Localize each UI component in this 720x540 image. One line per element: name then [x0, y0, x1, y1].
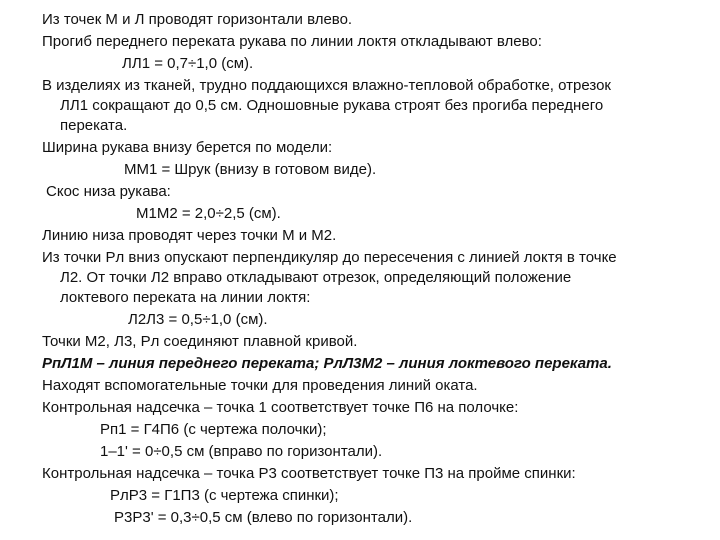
text-line: Находят вспомогательные точки для проведения линий оката.	[42, 377, 478, 394]
formula-line: РлР3 = Г1П3 (с чертежа спинки);	[110, 487, 339, 504]
formula-line: Л2Л3 = 0,5÷1,0 (см).	[128, 311, 268, 328]
text-line: Из точек М и Л проводят горизонтали влево.	[42, 11, 353, 28]
formula-line: ММ1 = Шрук (внизу в готовом виде).	[124, 161, 377, 178]
formula-line: ЛЛ1 = 0,7÷1,0 (см).	[122, 55, 254, 72]
text-line: В изделиях из тканей, трудно поддающихся влажно-тепловой обработке, отрезок	[42, 77, 611, 94]
text-line: Скос низа рукава:	[46, 183, 171, 200]
text-line: Контрольная надсечка – точка Р3 соответствует точке П3 на пройме спинки:	[42, 465, 576, 482]
formula-line: М1М2 = 2,0÷2,5 (см).	[136, 205, 281, 222]
text-line: переката.	[60, 117, 128, 134]
text-line: Из точки Рл вниз опускают перпендикуляр до пересечения с линией локтя в точке	[42, 249, 617, 266]
formula-line: 1–1' = 0÷0,5 см (вправо по горизонтали).	[100, 443, 383, 460]
text-line: Прогиб переднего переката рукава по линии локтя откладывают влево:	[42, 33, 542, 50]
text-line: Точки М2, Л3, Рл соединяют плавной кривой.	[42, 333, 358, 350]
text-line: ЛЛ1 сокращают до 0,5 см. Одношовные рукава строят без прогиба переднего	[60, 97, 604, 114]
text-line: Линию низа проводят через точки М и М2.	[42, 227, 337, 244]
definition-line: РпЛ1М – линия переднего переката; РлЛ3М2 – линия локтевого переката.	[42, 355, 612, 372]
text-line: Контрольная надсечка – точка 1 соответствует точке П6 на полочке:	[42, 399, 519, 416]
text-line: локтевого переката на линии локтя:	[60, 289, 311, 306]
formula-line: Р3Р3' = 0,3÷0,5 см (влево по горизонтали).	[114, 509, 413, 526]
text-line: Л2. От точки Л2 вправо откладывают отрезок, определяющий положение	[60, 269, 572, 286]
text-line: Ширина рукава внизу берется по модели:	[42, 139, 333, 156]
formula-line: Рп1 = Г4П6 (с чертежа полочки);	[100, 421, 327, 438]
